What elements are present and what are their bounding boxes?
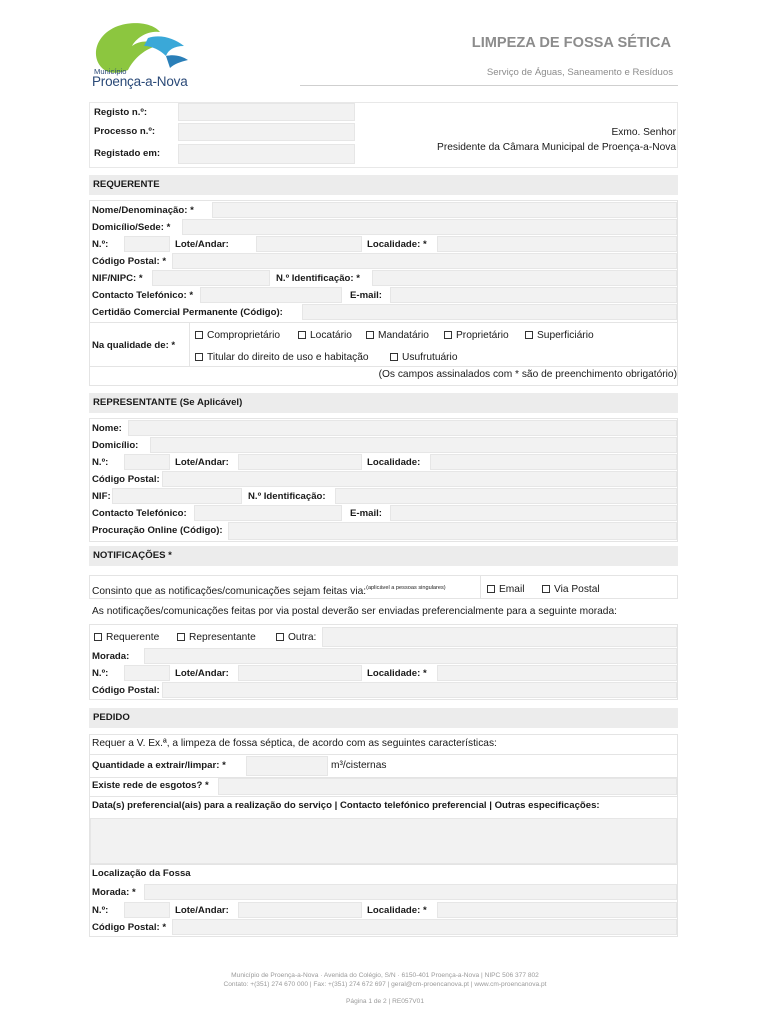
rep-nome-field[interactable] xyxy=(128,420,677,436)
notif-morada-field[interactable] xyxy=(144,648,677,664)
notif-option-representante[interactable] xyxy=(177,632,256,643)
option-titular[interactable] xyxy=(195,352,369,363)
ped-lote-field[interactable] xyxy=(238,902,362,918)
checkbox-icon xyxy=(525,331,533,339)
notif-option-outra[interactable] xyxy=(276,632,316,643)
pedido-heading: PEDIDO xyxy=(93,712,130,723)
requerente-header xyxy=(89,175,678,195)
rep-numero-label: N.º: xyxy=(92,457,109,468)
option-label: Comproprietário xyxy=(207,330,281,341)
option-proprietario[interactable] xyxy=(444,330,509,341)
ped-numero-field[interactable] xyxy=(124,902,170,918)
notificacoes-header xyxy=(89,546,678,566)
req-numero-label: N.º: xyxy=(92,239,109,250)
rede-field[interactable] xyxy=(218,778,677,795)
option-label: Outra: xyxy=(288,632,317,643)
rep-codigo-postal-label: Código Postal: xyxy=(92,474,160,485)
logo-text-municipio: Município xyxy=(94,67,127,76)
option-locatario[interactable] xyxy=(298,330,352,341)
req-lote-label: Lote/Andar: xyxy=(175,239,229,250)
datas-field[interactable] xyxy=(90,818,677,864)
notif-codigo-postal-label: Código Postal: xyxy=(92,685,160,696)
ped-numero-label: N.º: xyxy=(92,905,109,916)
req-identificacao-label: N.º Identificação: * xyxy=(276,273,361,284)
registado-field[interactable] xyxy=(178,144,355,164)
consent-note: (aplicável a pessoas singulares) xyxy=(366,585,446,591)
consent-text xyxy=(92,582,446,598)
rep-localidade-label: Localidade: xyxy=(367,457,421,468)
ped-morada-field[interactable] xyxy=(144,884,677,900)
notif-option-postal[interactable] xyxy=(542,584,600,595)
req-nif-label: NIF/NIPC: * xyxy=(92,273,143,284)
qualidade-divider xyxy=(89,322,678,323)
checkbox-icon xyxy=(487,585,495,593)
option-label: Requerente xyxy=(106,632,160,643)
rep-codigo-postal-field[interactable] xyxy=(162,471,677,487)
req-contacto-field[interactable] xyxy=(200,287,342,303)
ped-codigo-postal-label: Código Postal: * xyxy=(92,922,167,933)
consent-label: Consinto que as notificações/comunicações sejam feitas via: xyxy=(92,586,367,597)
pedido-intro: Requer a V. Ex.ª, a limpeza de fossa séptica, de acordo com as seguintes características: xyxy=(92,738,497,749)
option-usufrutuario[interactable] xyxy=(390,352,458,363)
localizacao-label: Localização da Fossa xyxy=(92,868,191,879)
option-label: Proprietário xyxy=(456,330,509,341)
option-label: Email xyxy=(499,584,525,595)
rep-procuracao-label: Procuração Online (Código): xyxy=(92,525,223,536)
rep-contacto-field[interactable] xyxy=(194,505,342,521)
notif-lote-label: Lote/Andar: xyxy=(175,668,229,679)
checkbox-icon xyxy=(390,353,398,361)
note-divider xyxy=(89,366,678,367)
notif-outra-field[interactable] xyxy=(322,627,677,647)
option-label: Via Postal xyxy=(554,584,600,595)
req-certidao-label: Certidão Comercial Permanente (Código): xyxy=(92,307,283,318)
rep-nif-field[interactable] xyxy=(112,488,242,504)
pedido-divider-3 xyxy=(89,796,678,797)
quantidade-unit: m³/cisternas xyxy=(331,760,387,771)
checkbox-icon xyxy=(444,331,452,339)
option-superficiario[interactable] xyxy=(525,330,594,341)
req-qualidade-label: Na qualidade de: * xyxy=(92,340,176,351)
checkbox-icon xyxy=(298,331,306,339)
pedido-header xyxy=(89,708,678,728)
pedido-divider-1 xyxy=(89,754,678,755)
option-label: Representante xyxy=(189,632,256,643)
notificacoes-heading: NOTIFICAÇÕES * xyxy=(93,550,172,561)
rep-email-label: E-mail: xyxy=(350,508,382,519)
rep-numero-field[interactable] xyxy=(124,454,170,470)
notif-morada-label: Morada: xyxy=(92,651,130,662)
consent-vline xyxy=(480,575,481,599)
req-certidao-field[interactable] xyxy=(302,304,677,320)
qualidade-vline xyxy=(189,322,190,367)
checkbox-icon xyxy=(195,353,203,361)
processo-field[interactable] xyxy=(178,123,355,141)
datas-label: Data(s) preferencial(ais) para a realização do serviço | Contacto telefónico preferencial | Outras especificações: xyxy=(92,800,600,811)
option-comproprietario[interactable] xyxy=(195,330,280,341)
req-numero-field[interactable] xyxy=(124,236,170,252)
option-label: Superficiário xyxy=(537,330,594,341)
requerente-heading: REQUERENTE xyxy=(93,179,160,190)
ped-codigo-postal-field[interactable] xyxy=(172,919,677,935)
rep-nif-label: NIF: xyxy=(92,491,111,502)
ped-lote-label: Lote/Andar: xyxy=(175,905,229,916)
quantidade-field[interactable] xyxy=(246,756,328,776)
ped-localidade-label: Localidade: * xyxy=(367,905,427,916)
ped-morada-label: Morada: * xyxy=(92,887,136,898)
logo-text-proenca: Proença-a-Nova xyxy=(92,74,188,89)
pedido-divider-4 xyxy=(89,864,678,865)
rep-domicilio-field[interactable] xyxy=(150,437,677,453)
representante-header xyxy=(89,393,678,413)
option-label: Usufrutuário xyxy=(402,352,458,363)
req-localidade-field[interactable] xyxy=(437,236,677,252)
option-label: Titular do direito de uso e habitação xyxy=(207,352,369,363)
req-lote-field[interactable] xyxy=(256,236,362,252)
footer-page-number: Página 1 de 2 | RE057V01 xyxy=(346,998,424,1005)
quantidade-label: Quantidade a extrair/limpar: * xyxy=(92,760,226,771)
option-label: Locatário xyxy=(310,330,352,341)
req-domicilio-label: Domicílio/Sede: * xyxy=(92,222,171,233)
checkbox-icon xyxy=(366,331,374,339)
addressee-line1: Exmo. Senhor xyxy=(611,127,676,138)
registo-field[interactable] xyxy=(178,103,355,121)
checkbox-icon xyxy=(542,585,550,593)
req-nif-field[interactable] xyxy=(152,270,270,286)
req-nome-label: Nome/Denominação: * xyxy=(92,205,194,216)
rep-localidade-field[interactable] xyxy=(430,454,677,470)
option-mandatario[interactable] xyxy=(366,330,429,341)
page-title: LIMPEZA DE FOSSA SÉTICA xyxy=(471,35,671,51)
footer-address: Município de Proença-a-Nova · Avenida do Colégio, S/N · 6150-401 Proença-a-Nova | NIPC 506 377 802 xyxy=(231,972,539,979)
req-domicilio-field[interactable] xyxy=(182,219,677,235)
checkbox-icon xyxy=(177,633,185,641)
req-nome-field[interactable] xyxy=(212,202,677,218)
req-codigo-postal-field[interactable] xyxy=(172,253,677,269)
rep-domicilio-label: Domicílio: xyxy=(92,440,139,451)
notif-lote-field[interactable] xyxy=(238,665,362,681)
rep-lote-label: Lote/Andar: xyxy=(175,457,229,468)
rep-nome-label: Nome: xyxy=(92,423,122,434)
option-label: Mandatário xyxy=(378,330,429,341)
req-localidade-label: Localidade: * xyxy=(367,239,427,250)
checkbox-icon xyxy=(195,331,203,339)
checkbox-icon xyxy=(276,633,284,641)
checkbox-icon xyxy=(94,633,102,641)
rep-identificacao-field[interactable] xyxy=(335,488,677,504)
req-contacto-label: Contacto Telefónico: * xyxy=(92,290,194,301)
registado-label: Registado em: xyxy=(94,148,161,159)
notif-numero-field[interactable] xyxy=(124,665,170,681)
processo-label: Processo n.º: xyxy=(94,126,156,137)
req-email-field[interactable] xyxy=(390,287,677,303)
notif-option-requerente[interactable] xyxy=(94,632,159,643)
representante-heading: REPRESENTANTE (Se Aplicável) xyxy=(93,397,243,408)
rep-email-field[interactable] xyxy=(390,505,677,521)
rep-identificacao-label: N.º Identificação: xyxy=(248,491,326,502)
page-subtitle: Serviço de Águas, Saneamento e Resíduos xyxy=(486,67,673,78)
rede-label: Existe rede de esgotos? * xyxy=(92,780,209,791)
mandatory-note: (Os campos assinalados com * são de preenchimento obrigatório) xyxy=(378,369,677,380)
ped-localidade-field[interactable] xyxy=(437,902,677,918)
footer-contacts: Contato: +(351) 274 670 000 | Fax: +(351) 274 672 697 | geral@cm-proencanova.pt | www.cm-proencanova.pt xyxy=(223,981,547,988)
postal-sentence: As notificações/comunicações feitas por via postal deverão ser enviadas preferencialmente para a seguinte morada: xyxy=(92,606,617,617)
notif-localidade-label: Localidade: * xyxy=(367,668,427,679)
req-email-label: E-mail: xyxy=(350,290,382,301)
req-identificacao-field[interactable] xyxy=(372,270,677,286)
rep-contacto-label: Contacto Telefónico: xyxy=(92,508,187,519)
registo-label: Registo n.º: xyxy=(94,107,148,118)
rep-procuracao-field[interactable] xyxy=(228,522,677,540)
notif-numero-label: N.º: xyxy=(92,668,109,679)
notif-option-email[interactable] xyxy=(487,584,524,595)
rep-lote-field[interactable] xyxy=(238,454,362,470)
notif-localidade-field[interactable] xyxy=(437,665,677,681)
notif-codigo-postal-field[interactable] xyxy=(162,682,677,698)
header-rule xyxy=(300,85,678,86)
req-codigo-postal-label: Código Postal: * xyxy=(92,256,167,267)
addressee-line2: Presidente da Câmara Municipal de Proença-a-Nova xyxy=(437,142,676,153)
